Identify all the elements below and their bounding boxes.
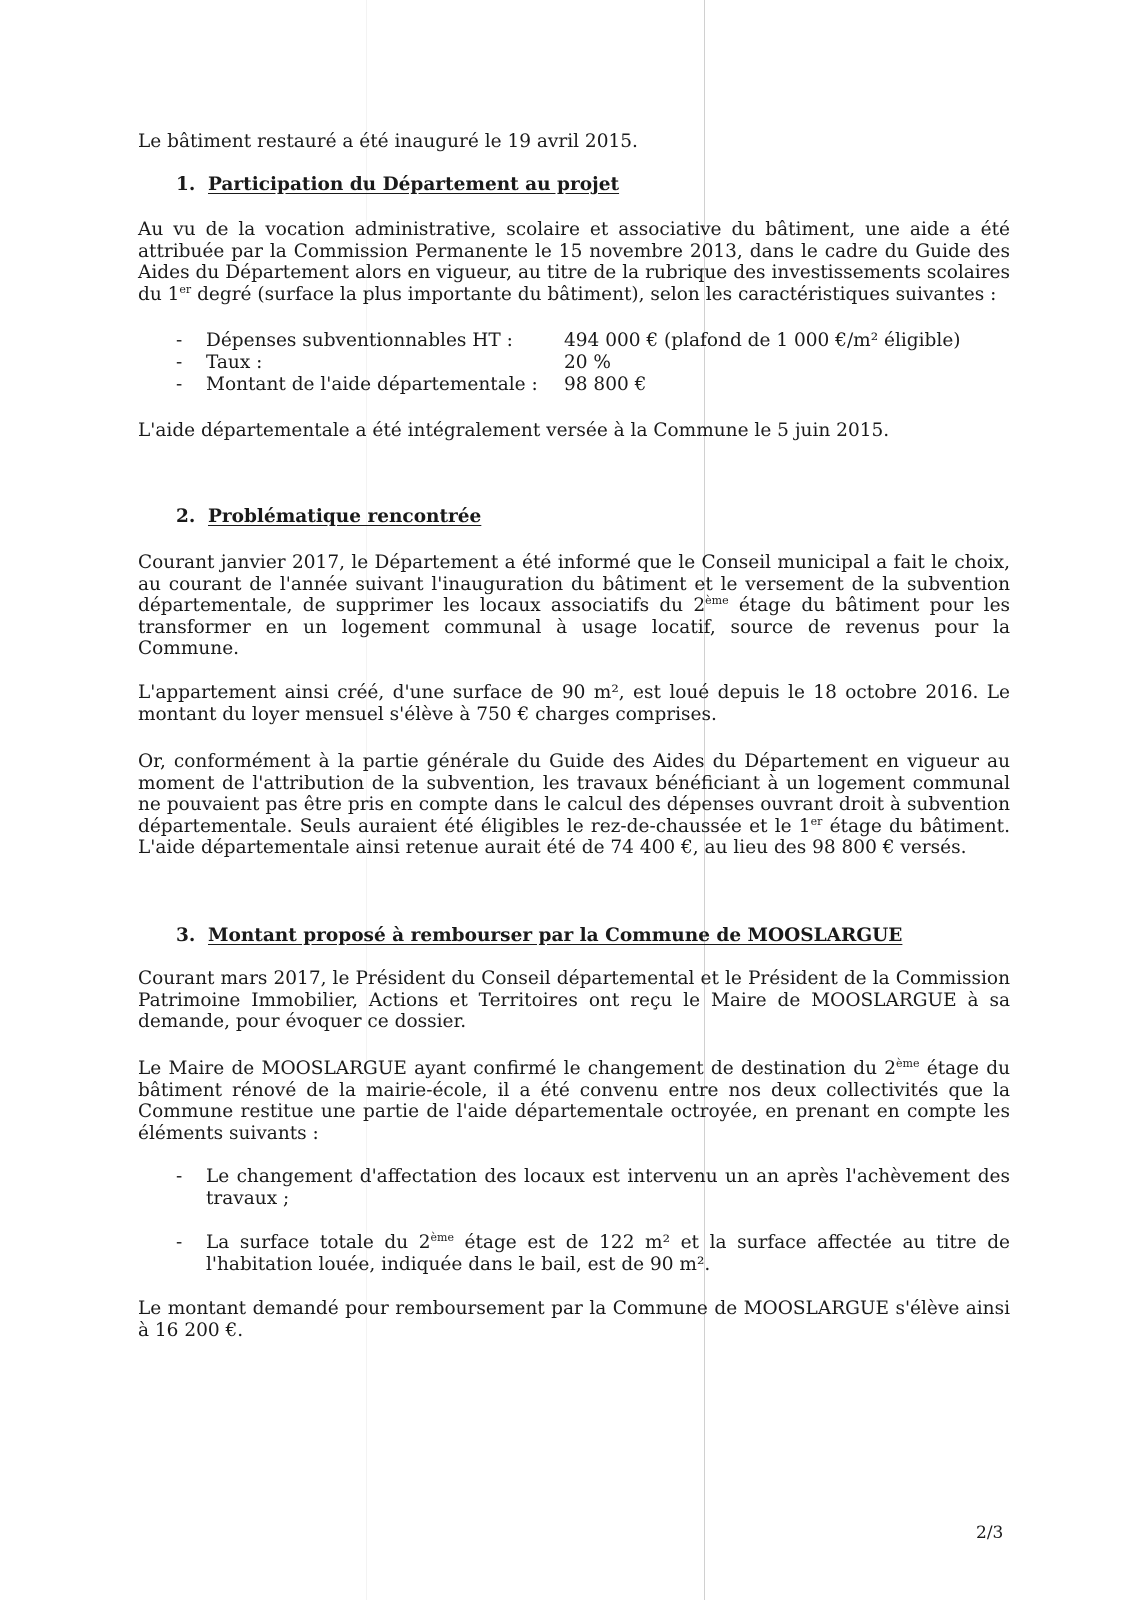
section-heading: 1. Participation du Département au projet	[176, 174, 620, 195]
row-value: 98 800 €	[564, 374, 647, 395]
bullet-item: La surface totale du 2ème étage est de 122 m² et la surface affectée au titre de l'habitation louée, indiquée dans le bail, est de 90 m².	[206, 1231, 1010, 1275]
list-dash: -	[176, 330, 183, 351]
list-dash: -	[176, 1166, 183, 1187]
row-value: 20 %	[564, 352, 611, 373]
paragraph: L'appartement ainsi créé, d'une surface de 90 m², est loué depuis le 18 octobre 2016. Le montant du loyer mensuel s'élève à 750 € charges comprises.	[138, 682, 1010, 725]
section-heading: 2. Problématique rencontrée	[176, 506, 482, 527]
paragraph: Courant janvier 2017, le Département a été informé que le Conseil municipal a fait le choix, au courant de l'année suivant l'inauguration du bâtiment et le versement de la subvention départementale, de supprimer les locaux associatifs du 2ème étage du bâtiment pour les transformer en un logement communal à usage locatif, source de revenus pour la Commune.	[138, 552, 1011, 659]
paragraph: L'aide départementale a été intégralement versée à la Commune le 5 juin 2015.	[138, 420, 890, 441]
section-heading: 3. Montant proposé à rembourser par la Commune de MOOSLARGUE	[176, 925, 903, 946]
paragraph: Au vu de la vocation administrative, scolaire et associative du bâtiment, une aide a été attribuée par la Commission Permanente le 15 novembre 2013, dans le cadre du Guide des Aides du Département alors en vigueur, au titre de la rubrique des investissements scolaires du 1er degré (surface la plus importante du bâtiment), selon les caractéristiques suivantes :	[138, 219, 1010, 305]
page-number: 2/3	[976, 1523, 1004, 1543]
list-dash: -	[176, 374, 183, 395]
section-title: Montant proposé à rembourser par la Commune de MOOSLARGUE	[208, 925, 903, 946]
paragraph: Le Maire de MOOSLARGUE ayant confirmé le changement de destination du 2ème étage du bâtiment rénové de la mairie-école, il a été convenu entre nos deux collectivités que la Commune restitue une partie de l'aide départementale octroyée, en prenant en compte les éléments suivants :	[138, 1057, 1010, 1144]
row-label: Taux :	[206, 352, 263, 373]
paragraph: Or, conformément à la partie générale du Guide des Aides du Département en vigueur au moment de l'attribution de la subvention, les travaux bénéficiant à un logement communal ne pouvaient pas être pris en compte dans le calcul des dépenses ouvrant droit à subvention départementale. Seuls auraient été éligibles le rez-de-chaussée et le 1er étage du bâtiment. L'aide départementale ainsi retenue aurait été de 74 400 €, au lieu des 98 800 € versés.	[138, 751, 1010, 858]
paragraph: Le montant demandé pour remboursement par la Commune de MOOSLARGUE s'élève ainsi à 16 200 €.	[138, 1298, 1010, 1341]
row-label: Dépenses subventionnables HT :	[206, 330, 513, 351]
row-label: Montant de l'aide départementale :	[206, 374, 538, 395]
bullet-item: Le changement d'affectation des locaux est intervenu un an après l'achèvement des travaux ;	[206, 1166, 1010, 1209]
list-dash: -	[176, 352, 183, 373]
paragraph: Courant mars 2017, le Président du Conseil départemental et le Président de la Commission Patrimoine Immobilier, Actions et Territoires ont reçu le Maire de MOOSLARGUE à sa demande, pour évoquer ce dossier.	[138, 968, 1010, 1032]
section-title: Participation du Département au projet	[208, 174, 620, 195]
section-title: Problématique rencontrée	[208, 506, 482, 527]
intro-text: Le bâtiment restauré a été inauguré le 19 avril 2015.	[138, 131, 638, 152]
row-value: 494 000 € (plafond de 1 000 €/m² éligible)	[564, 330, 961, 351]
list-dash: -	[176, 1232, 183, 1253]
